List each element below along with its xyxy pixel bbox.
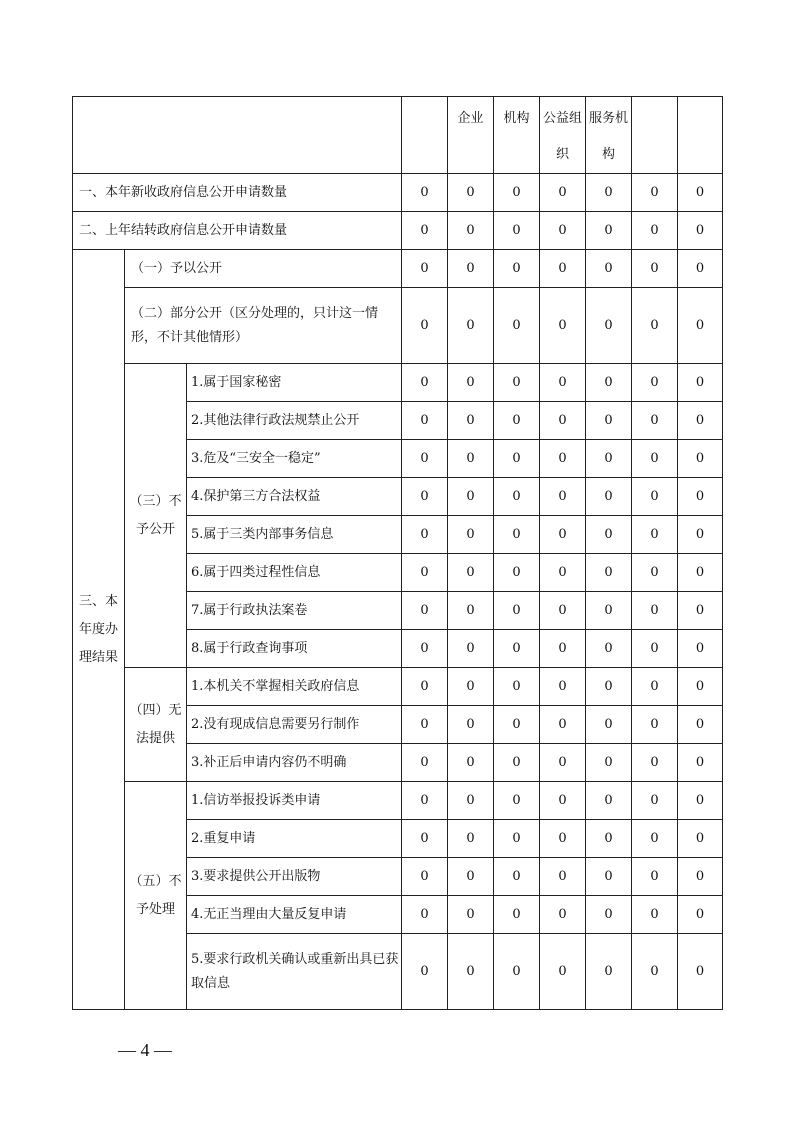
item-label: 2.其他法律行政法规禁止公开	[187, 402, 402, 440]
value-cell: 0	[494, 364, 540, 402]
table-header-row	[73, 97, 723, 174]
header-cell: 机构	[494, 97, 540, 174]
value-cell: 0	[540, 706, 586, 744]
value-cell: 0	[448, 592, 494, 630]
item-label: 2.没有现成信息需要另行制作	[187, 706, 402, 744]
value-cell: 0	[448, 706, 494, 744]
item-label: 8.属于行政查询事项	[187, 630, 402, 668]
value-cell: 0	[632, 668, 678, 706]
value-cell: 0	[678, 516, 723, 554]
value-cell: 0	[540, 744, 586, 782]
value-cell: 0	[494, 212, 540, 250]
value-cell: 0	[586, 174, 632, 212]
value-cell: 0	[632, 174, 678, 212]
value-cell: 0	[586, 706, 632, 744]
value-cell: 0	[632, 858, 678, 896]
table-row	[73, 782, 723, 820]
value-cell: 0	[402, 668, 448, 706]
value-cell: 0	[402, 744, 448, 782]
value-cell: 0	[586, 288, 632, 364]
value-cell: 0	[586, 212, 632, 250]
value-cell: 0	[632, 364, 678, 402]
value-cell: 0	[494, 592, 540, 630]
value-cell: 0	[402, 364, 448, 402]
value-cell: 0	[494, 858, 540, 896]
value-cell: 0	[540, 782, 586, 820]
value-cell: 0	[402, 554, 448, 592]
value-cell: 0	[540, 934, 586, 1010]
group-label: （五）不予处理	[125, 782, 187, 1010]
value-cell: 0	[678, 782, 723, 820]
value-cell: 0	[586, 592, 632, 630]
value-cell: 0	[402, 250, 448, 288]
value-cell: 0	[540, 592, 586, 630]
value-cell: 0	[494, 706, 540, 744]
table-row	[73, 250, 723, 288]
value-cell: 0	[494, 440, 540, 478]
item-label: 2.重复申请	[187, 820, 402, 858]
value-cell: 0	[402, 820, 448, 858]
value-cell: 0	[448, 402, 494, 440]
value-cell: 0	[540, 630, 586, 668]
value-cell: 0	[586, 820, 632, 858]
value-cell: 0	[632, 934, 678, 1010]
page-number: — 4 —	[118, 1040, 172, 1060]
value-cell: 0	[448, 288, 494, 364]
value-cell: 0	[540, 478, 586, 516]
value-cell: 0	[402, 174, 448, 212]
header-blank-cell	[73, 97, 402, 174]
value-cell: 0	[586, 858, 632, 896]
value-cell: 0	[678, 630, 723, 668]
value-cell: 0	[632, 820, 678, 858]
value-cell: 0	[448, 896, 494, 934]
value-cell: 0	[678, 706, 723, 744]
group-label: （四）无法提供	[125, 668, 187, 782]
value-cell: 0	[632, 592, 678, 630]
value-cell: 0	[494, 630, 540, 668]
value-cell: 0	[448, 934, 494, 1010]
value-cell: 0	[586, 744, 632, 782]
value-cell: 0	[494, 820, 540, 858]
value-cell: 0	[540, 364, 586, 402]
value-cell: 0	[586, 478, 632, 516]
value-cell: 0	[494, 288, 540, 364]
value-cell: 0	[586, 630, 632, 668]
header-cell	[678, 97, 723, 174]
value-cell: 0	[632, 554, 678, 592]
value-cell: 0	[678, 896, 723, 934]
value-cell: 0	[448, 478, 494, 516]
value-cell: 0	[402, 516, 448, 554]
value-cell: 0	[632, 516, 678, 554]
header-cell	[632, 97, 678, 174]
value-cell: 0	[632, 478, 678, 516]
row-label: （一）予以公开	[125, 250, 402, 288]
value-cell: 0	[494, 744, 540, 782]
value-cell: 0	[402, 402, 448, 440]
value-cell: 0	[586, 440, 632, 478]
value-cell: 0	[448, 630, 494, 668]
value-cell: 0	[402, 896, 448, 934]
header-cell	[402, 97, 448, 174]
item-label: 4.无正当理由大量反复申请	[187, 896, 402, 934]
value-cell: 0	[448, 364, 494, 402]
value-cell: 0	[678, 402, 723, 440]
value-cell: 0	[540, 212, 586, 250]
value-cell: 0	[540, 668, 586, 706]
value-cell: 0	[402, 478, 448, 516]
value-cell: 0	[586, 896, 632, 934]
value-cell: 0	[632, 250, 678, 288]
value-cell: 0	[632, 744, 678, 782]
row-label: 一、本年新收政府信息公开申请数量	[73, 174, 402, 212]
value-cell: 0	[678, 668, 723, 706]
table-row	[73, 212, 723, 250]
value-cell: 0	[448, 744, 494, 782]
value-cell: 0	[586, 668, 632, 706]
value-cell: 0	[402, 782, 448, 820]
value-cell: 0	[402, 934, 448, 1010]
value-cell: 0	[494, 516, 540, 554]
value-cell: 0	[678, 820, 723, 858]
value-cell: 0	[678, 478, 723, 516]
value-cell: 0	[448, 668, 494, 706]
value-cell: 0	[402, 706, 448, 744]
header-cell: 公益组织	[540, 97, 586, 174]
value-cell: 0	[632, 402, 678, 440]
value-cell: 0	[494, 668, 540, 706]
item-label: 6.属于四类过程性信息	[187, 554, 402, 592]
value-cell: 0	[678, 250, 723, 288]
item-label: 1.属于国家秘密	[187, 364, 402, 402]
value-cell: 0	[540, 516, 586, 554]
header-cell: 服务机构	[586, 97, 632, 174]
value-cell: 0	[632, 896, 678, 934]
value-cell: 0	[586, 250, 632, 288]
value-cell: 0	[678, 288, 723, 364]
value-cell: 0	[448, 516, 494, 554]
value-cell: 0	[540, 288, 586, 364]
value-cell: 0	[448, 174, 494, 212]
value-cell: 0	[494, 896, 540, 934]
value-cell: 0	[586, 782, 632, 820]
table-row	[73, 288, 723, 364]
value-cell: 0	[494, 402, 540, 440]
value-cell: 0	[632, 706, 678, 744]
value-cell: 0	[494, 250, 540, 288]
value-cell: 0	[632, 440, 678, 478]
value-cell: 0	[494, 554, 540, 592]
value-cell: 0	[448, 212, 494, 250]
value-cell: 0	[632, 212, 678, 250]
item-label: 7.属于行政执法案卷	[187, 592, 402, 630]
item-label: 3.要求提供公开出版物	[187, 858, 402, 896]
value-cell: 0	[448, 782, 494, 820]
value-cell: 0	[586, 402, 632, 440]
value-cell: 0	[678, 440, 723, 478]
item-label: 1.本机关不掌握相关政府信息	[187, 668, 402, 706]
value-cell: 0	[586, 554, 632, 592]
value-cell: 0	[678, 364, 723, 402]
value-cell: 0	[448, 820, 494, 858]
item-label: 3.补正后申请内容仍不明确	[187, 744, 402, 782]
value-cell: 0	[632, 630, 678, 668]
item-label: 5.要求行政机关确认或重新出具已获取信息	[187, 934, 402, 1010]
value-cell: 0	[678, 554, 723, 592]
table-row	[73, 668, 723, 706]
value-cell: 0	[678, 934, 723, 1010]
header-cell: 企业	[448, 97, 494, 174]
value-cell: 0	[678, 212, 723, 250]
item-label: 3.危及“三安全一稳定”	[187, 440, 402, 478]
value-cell: 0	[540, 554, 586, 592]
value-cell: 0	[402, 592, 448, 630]
section-label: 三、本年度办理结果	[73, 250, 125, 1010]
item-label: 4.保护第三方合法权益	[187, 478, 402, 516]
table-row	[73, 174, 723, 212]
group-label: （三）不予公开	[125, 364, 187, 668]
value-cell: 0	[494, 174, 540, 212]
value-cell: 0	[540, 896, 586, 934]
row-label: 二、上年结转政府信息公开申请数量	[73, 212, 402, 250]
value-cell: 0	[494, 782, 540, 820]
value-cell: 0	[586, 364, 632, 402]
value-cell: 0	[540, 402, 586, 440]
value-cell: 0	[678, 592, 723, 630]
statistics-table	[72, 96, 723, 1010]
row-label: （二）部分公开（区分处理的，只计这一情形，不计其他情形）	[125, 288, 402, 364]
value-cell: 0	[678, 174, 723, 212]
value-cell: 0	[402, 212, 448, 250]
value-cell: 0	[540, 440, 586, 478]
value-cell: 0	[448, 554, 494, 592]
table-body	[73, 97, 723, 1010]
value-cell: 0	[494, 934, 540, 1010]
value-cell: 0	[448, 250, 494, 288]
value-cell: 0	[402, 440, 448, 478]
value-cell: 0	[448, 858, 494, 896]
item-label: 5.属于三类内部事务信息	[187, 516, 402, 554]
value-cell: 0	[540, 820, 586, 858]
value-cell: 0	[586, 516, 632, 554]
value-cell: 0	[632, 782, 678, 820]
value-cell: 0	[586, 934, 632, 1010]
value-cell: 0	[540, 174, 586, 212]
value-cell: 0	[540, 250, 586, 288]
table-row	[73, 364, 723, 402]
value-cell: 0	[402, 630, 448, 668]
value-cell: 0	[540, 858, 586, 896]
value-cell: 0	[678, 858, 723, 896]
value-cell: 0	[448, 440, 494, 478]
value-cell: 0	[632, 288, 678, 364]
value-cell: 0	[402, 288, 448, 364]
value-cell: 0	[494, 478, 540, 516]
value-cell: 0	[402, 858, 448, 896]
item-label: 1.信访举报投诉类申请	[187, 782, 402, 820]
value-cell: 0	[678, 744, 723, 782]
